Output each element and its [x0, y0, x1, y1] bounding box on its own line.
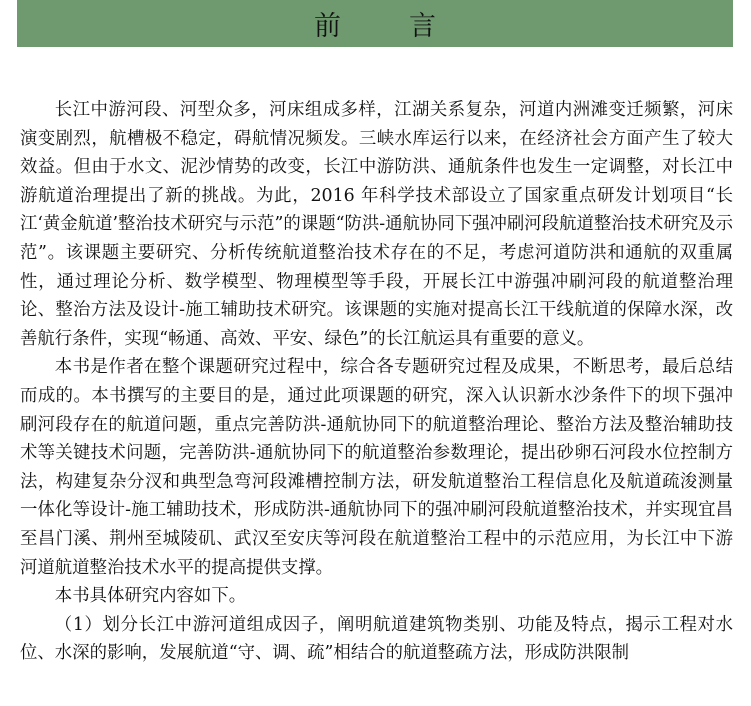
- paragraph-4: （1）划分长江中游河道组成因子，阐明航道建筑物类别、功能及特点，揭示工程对水位、水深的影响，发展航道“守、调、疏”相结合的航道整疏方法，形成防洪限制: [20, 614, 733, 664]
- body-text: [20, 96, 733, 668]
- paragraph-3: 本书具体研究内容如下。: [54, 586, 247, 607]
- header-bar: [17, 0, 733, 47]
- page-title: 前言: [314, 11, 504, 42]
- paragraph-2: 本书是作者在整个课题研究过程中，综合各专题研究过程及成果，不断思考，最后总结而成的。本书撰写的主要目的是，通过此项课题的研究，深入认识新水沙条件下的坝下强冲刷河段存在的航道问题，重点完善防洪-通航协同下的航道整治理论、整治方法及整治辅助技术等关键技术问题，完善防洪-通航协同下的航道整治参数理论，提出砂卵石河段水位控制方法，构建复杂分汊和典型急弯河段滩槽控制方法，研发航道整治工程信息化及航道疏浚测量一体化等设计-施工辅助技术，形成防洪-通航协同下的强冲刷河段航道整治技术，并实现宜昌至昌门溪、荆州至城陵矶、武汉至安庆等河段在航道整治工程中的示范应用，为长江中下游河道航道整治技术水平的提高提供支撑。: [20, 357, 733, 578]
- paragraph-1: 长江中游河段、河型众多，河床组成多样，江湖关系复杂，河道内洲滩变迁频繁，河床演变剧烈，航槽极不稳定，碍航情况频发。三峡水库运行以来，在经济社会方面产生了较大效益。但由于水文、泥沙情势的改变，长江中游防洪、通航条件也发生一定调整，对长江中游航道治理提出了新的挑战。为此，2016 年科学技术部设立了国家重点研发计划项目“长江‘黄金航道’整治技术研究与示范”的课题“防洪-通航协同下强冲刷河段航道整治技术研究及示范”。该课题主要研究、分析传统航道整治技术存在的不足，考虑河道防洪和通航的双重属性，通过理论分析、数学模型、物理模型等手段，开展长江中游强冲刷河段的航道整治理论、整治方法及设计-施工辅助技术研究。该课题的实施对提高长江干线航道的保障水深，改善航行条件，实现“畅通、高效、平安、绿色”的长江航运具有重要的意义。: [20, 100, 733, 349]
